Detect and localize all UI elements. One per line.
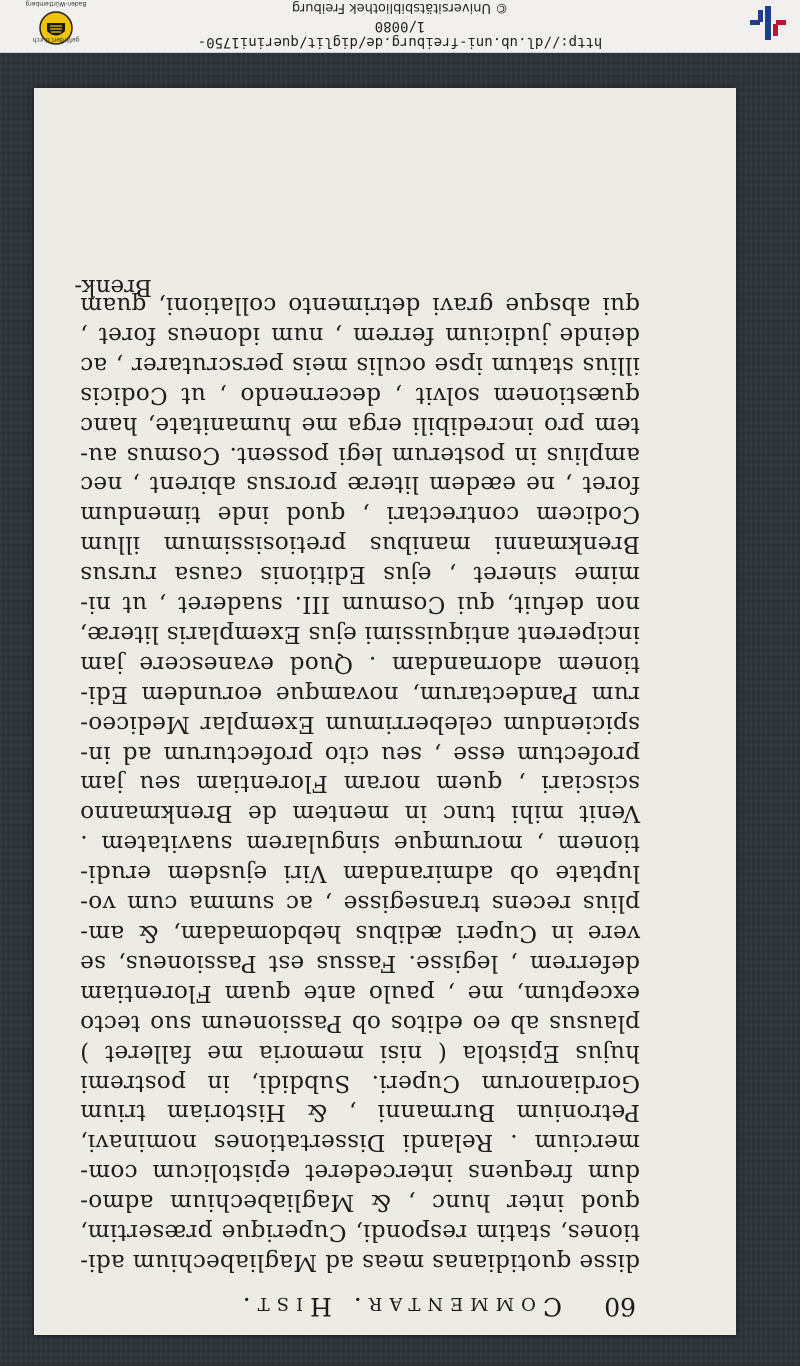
page-header <box>116 1291 636 1321</box>
text-line: vere in Cuperi ædibus hebdomadam, & am- <box>80 920 640 948</box>
text-line: qui absque gravi detrimento collationi, quam <box>80 292 640 319</box>
text-line: profectum esse , seu cito profecturum ad in- <box>80 740 640 768</box>
running-title: Commentar. Hist. <box>235 1292 562 1321</box>
book-page <box>34 88 736 1335</box>
text-line: plius recens transegisse , ac summa cum vo- <box>80 890 640 918</box>
text-line: Gordianorum Cuperi. Subdidi, in postremi <box>80 1069 640 1097</box>
text-line: Brenkmanni manibus pretiosissimum illum <box>80 531 640 559</box>
seal-caption-funding: gefördert durch <box>32 36 80 43</box>
text-line: plausus ab eo editos ob Passioneum suo tecto <box>80 1009 640 1037</box>
text-line: non defuit, qui Cosmum III. suaderet , ut ni- <box>80 591 640 619</box>
page-content-inverted <box>34 88 736 1335</box>
page-number: 60 <box>604 1292 636 1321</box>
catchword: Brenk- <box>74 274 152 300</box>
university-library-logo-icon <box>748 4 788 44</box>
text-line: tionem adornandam . Quod evanescere jam <box>80 650 640 678</box>
text-line: spiciendum celeberrimum Exemplar Mediceo- <box>80 710 640 738</box>
text-line: tiones, statim respondi, Cuperique præsertim, <box>80 1219 640 1247</box>
text-line: mime sineret , ejus Editionis causa rursus <box>80 561 640 589</box>
text-line: mercium . Relandi Dissertationes nominavi, <box>80 1129 640 1157</box>
text-line: scisciari , quem noram Florentiam seu jam <box>80 770 640 798</box>
text-line: Venit mihi tunc in mentem de Brenkmanno <box>80 800 640 828</box>
permalink-url[interactable]: http://dl.ub.uni-freiburg.de/diglit/querini1750-1/0080 <box>197 18 603 50</box>
copyright-notice: © Universitätsbibliothek Freiburg <box>291 0 509 15</box>
viewer-header <box>0 0 800 53</box>
text-line: foret , ne eædem literæ prorsus abirent , nec <box>80 471 640 499</box>
text-line: quod inter hunc , & Magliabechium admo- <box>80 1189 640 1217</box>
text-line: inciperent antiquissimi ejus Exemplaris literæ, <box>79 620 640 648</box>
text-line: Petronium Burmanni , & Historiam trium <box>80 1099 640 1127</box>
text-line: Codicem contrectari , quod inde timendum <box>80 501 640 529</box>
text-line: exceptum, me , paulo ante quam Florentiam <box>80 979 640 1007</box>
text-line: amplius in posterum legi possent. Cosmus au- <box>80 441 640 469</box>
text-line: hujus Epistola ( nisi memoria me falleret ) <box>80 1039 640 1067</box>
text-line: deinde judicium ferrem , num idoneus foret , <box>80 321 640 349</box>
text-line: illius statum ipse oculis meis perscrutarer , ac <box>80 351 640 379</box>
text-line: dum frequens intercederet epistolicum com- <box>80 1159 640 1187</box>
text-line: disse quotidianas meas ad Magliabechium adi- <box>80 1249 640 1276</box>
text-line: quæstionem solvit , decernendo , ut Codicis <box>80 381 640 409</box>
text-line: rum Pandectarum, novamque eorundem Edi- <box>80 680 640 708</box>
text-line: tionem , morumque singularem suavitatem . <box>80 830 640 858</box>
body-text <box>80 290 640 1277</box>
text-line: luptate ob admirandam Viri ejusdem erudi- <box>80 860 640 888</box>
seal-caption-state: Baden-Württemberg <box>25 0 87 7</box>
text-line: tem pro incredibili erga me humanitate, hanc <box>80 411 640 439</box>
text-line: deferrem , legisse. Fassus est Passioneus, se <box>80 949 640 977</box>
